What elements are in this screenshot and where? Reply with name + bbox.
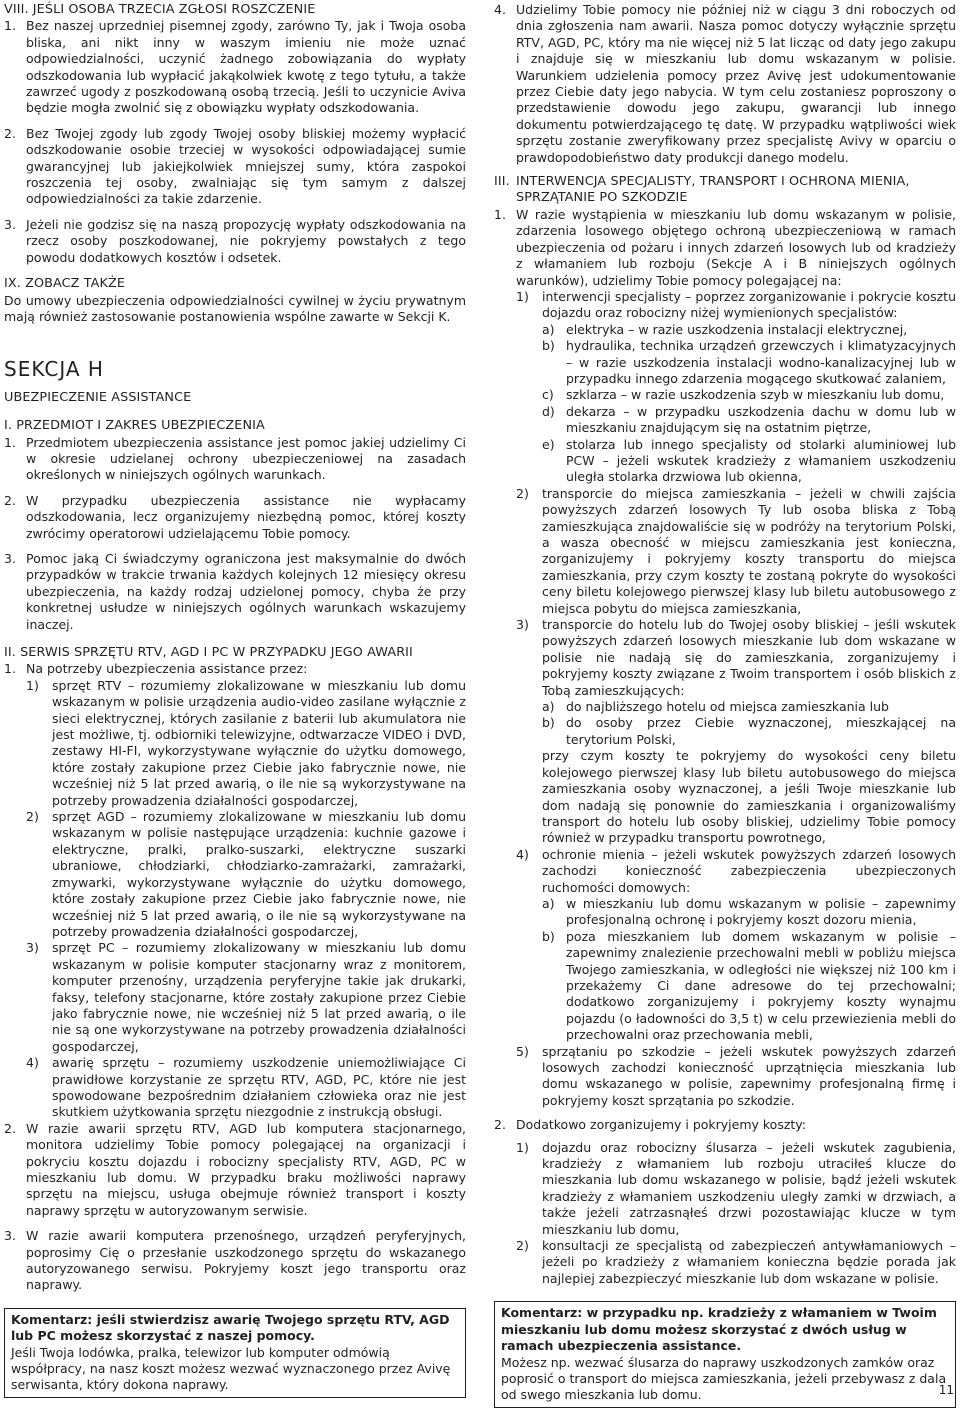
item-text: sprzęt AGD – rozumiemy zlokalizowane w mieszkaniu lub domu wskazanym w polisie następujące urządzenia: kuchnie gazowe i elektryczne, pralki, pralko-suszarki, elektryczne suszarki ubraniowe, chłodziarki, chłodziarko-zamrażarki, zamrażarki, zmywarki, wykorzystywane wyłącznie do użytku domowego, które zostały zakupione przez Ciebie jako fabrycznie nowe, nie wcześniej niż 5 lat przed awarią, o ile nie są wykorzystywane na potrzeby prowadzenia działalności gospodarczej, (52, 809, 466, 939)
paragraph-iii-1 (494, 207, 956, 289)
item-number: 2. (4, 1120, 16, 1136)
item-text: elektryka – w razie uszkodzenia instalacji elektrycznej, (566, 321, 908, 337)
item-number: 5) (516, 1043, 529, 1059)
item-text: W razie wystąpienia w mieszkaniu lub domu wskazanym w polisie, zdarzenia losowego objętego ochroną ubezpieczeniową w ramach ubezpieczenia od pożaru i innych zdarzeń losowych lub od kradzieży z włamaniem lub rozboju (Sekcje A i B niniejszych ogólnych warunków), udzielimy Tobie pomocy polegającej na: (516, 206, 956, 288)
item-text: w mieszkaniu lub domu wskazanym w polisie – zapewnimy profesjonalną ochronę i pokryjemy koszt dozoru mienia, (566, 895, 956, 928)
section-ii-heading: II. SERWIS SPRZĘTU RTV, AGD I PC W PRZYPADKU JEGO AWARII (4, 645, 413, 660)
item-number: 1. (4, 18, 16, 34)
specialist-c (542, 387, 956, 403)
paragraph-i-3 (4, 551, 466, 633)
transport-hotel-b (542, 715, 956, 748)
comment-box (494, 1301, 956, 1407)
item-text: Na potrzeby ubezpieczenia assistance przez: (26, 661, 308, 677)
item-number: 1) (516, 288, 529, 304)
item-text: poza mieszkaniem lub domem wskazanym w polisie – zapewnimy znalezienie przechowalni mebli w pobliżu miejsca Twojego zamieszkania, w odległości nie większej niż 100 km i przekażemy Ci dane adresowe do tej przechowalni; dodatkowo zorganizujemy i pokryjemy koszty wynajmu pojazdu (o ładowności do 3,5 t) w celu przewiezienia mebli do przechowalni oraz przechowania mebli, (566, 928, 956, 1043)
heading-text: INTERWENCJA SPECJALISTY, TRANSPORT I OCHRONA MIENIA, SPRZĄTANIE PO SZKODZIE (516, 174, 910, 206)
item-letter: a) (542, 699, 555, 715)
section-ix-heading: IX. ZOBACZ TAKŻE (4, 276, 126, 292)
specialist-b (542, 338, 956, 387)
item-text: stolarza lub innego specjalisty od stolarki aluminiowej lub PCW – jeżeli wskutek kradzieży z włamaniem uszkodzeniu uległa stolarka drzwiowa lub okienna, (566, 436, 956, 485)
item-number: 1) (516, 1139, 529, 1155)
definition-agd (26, 809, 466, 940)
definition-pc (26, 940, 466, 1055)
transport-hotel-continuation: przy czym koszty te pokryjemy do wysokości ceny biletu kolejowego pierwszej klasy lub biletu autobusowego do miejsca zamieszkania osoby wyznaczonej, a jeśli Twoje mieszkanie lub dom nadają się ponownie do zamieszkania i organizowaliśmy transport do hotelu lub osoby bliskiej, udzielimy Tobie pomocy również w przypadku transportu powrotnego, (542, 748, 956, 846)
item-number: 1. (4, 434, 16, 450)
item-letter: b) (542, 338, 555, 354)
service-transport-hotel (516, 617, 956, 699)
item-number: 4. (494, 2, 506, 17)
specialist-e (542, 437, 956, 486)
item-letter: d) (542, 403, 555, 419)
item-text: Udzielimy Tobie pomocy nie później niż w ciągu 3 dni roboczych od dnia zgłoszenia nam awarii. Nasza pomoc dotyczy wyłącznie sprzętu RTV, AGD, PC, który ma nie więcej niż 5 lat licząc od daty jego zakupu i znajduje się w mieszkaniu lub domu wskazanym w polisie. Warunkiem udzielenia pomocy przez Avivę jest udokumentowanie przez Ciebie daty jego nabycia. W tym celu zostaniesz poproszony o przedstawienie dowodu jego zakupu, gwarancji lub innego dokumentu potwierdzającego tę datę. W przypadku wątpliwości wiek sprzętu zostanie zweryfikowany przez specjalistę Avivy w oparciu o prawdopodobieństwo daty produkcji danego modelu. (516, 2, 956, 165)
item-letter: a) (542, 321, 555, 337)
item-letter: b) (542, 715, 555, 731)
left-column (4, 0, 466, 1398)
section-iii-heading (494, 174, 956, 207)
item-letter: a) (542, 895, 555, 911)
service-security-consultation (516, 1238, 956, 1287)
specialist-a (542, 322, 956, 338)
item-text: sprzęt RTV – rozumiemy zlokalizowane w mieszkaniu lub domu wskazanym w polisie urządzenia audio-video zasilane wyłącznie z sieci elektrycznej, których zasilanie z baterii lub akumulatora nie jest możliwe, tj. odbiorniki telewizyjne, odtwarzacze VIDEO i DVD, zestawy HI-FI, wykorzystywane wyłącznie do użytku domowego, które zostały zakupione przez Ciebie jako fabrycznie nowe, nie wcześniej niż 5 lat przed awarią, o ile nie są wykorzystywane na potrzeby prowadzenia działalności gospodarczej, (52, 677, 466, 808)
item-text: W przypadku ubezpieczenia assistance nie wypłacamy odszkodowania, lecz organizujemy niezbędną pomoc, której koszty zwrócimy operatorowi udzielającemu Tobie pomocy. (26, 492, 466, 541)
protection-b (542, 929, 956, 1044)
item-number: 3) (26, 940, 39, 956)
section-title: SEKCJA H (4, 357, 104, 382)
item-text: szklarza – w razie uszkodzenia szyb w mieszkaniu lub domu, (566, 387, 945, 403)
section-subtitle: UBEZPIECZENIE ASSISTANCE (4, 389, 192, 405)
item-text: sprzęt PC – rozumiemy zlokalizowany w mieszkaniu lub domu wskazanym w polisie komputer stacjonarny wraz z monitorem, komputer przenośny, urządzenia peryferyjne takie jak drukarki, faksy, telefony stacjonarne, które zostały zakupione przez Ciebie jako fabrycznie nowe, nie wcześniej niż 5 lat przed awarią, o ile nie są one wykorzystywane na potrzeby prowadzenia działalności gospodarczej, (52, 940, 466, 1054)
item-number: 3. (4, 550, 16, 566)
item-number: 3. (4, 1228, 16, 1244)
item-letter: c) (542, 387, 554, 403)
section-viii-heading: VIII. JEŚLI OSOBA TRZECIA ZGŁOSI ROSZCZENIE (4, 2, 316, 17)
service-property-protection (516, 847, 956, 896)
item-number: 2. (494, 1117, 506, 1133)
comment-title: Komentarz: jeśli stwierdzisz awarię Twojego sprzętu RTV, AGD lub PC możesz skorzystać z naszej pomocy. (11, 1311, 450, 1344)
paragraph-viii-2 (4, 126, 466, 208)
item-number: 2. (4, 492, 16, 508)
right-column (494, 0, 956, 1408)
item-number: 4) (26, 1055, 39, 1071)
item-number: 3. (4, 216, 16, 232)
comment-text: Możesz np. wezwać ślusarza do naprawy uszkodzonych zamków oraz poprosić o transport do miejsca zamieszkania, jeżeli przebywasz z dala od swego mieszkania lub domu. (501, 1354, 947, 1403)
comment-title: Komentarz: w przypadku np. kradzieży z włamaniem w Twoim mieszkaniu lub domu możesz skorzystać z dwóch usług w ramach ubezpieczenia assistance. (501, 1305, 937, 1354)
item-text: W razie awarii sprzętu RTV, AGD lub komputera stacjonarnego, monitora udzielimy Tobie pomocy polegającej na organizacji i pokryciu kosztu dojazdu i robocizny specjalisty RTV, AGD, PC w mieszkaniu lub domu. W przypadku braku możliwości naprawy sprzętu na miejscu, usługa obejmuje również transport i koszty naprawy sprzętu w autoryzowanym serwisie. (26, 1120, 466, 1218)
paragraph-viii-3 (4, 217, 466, 266)
comment-text: Jeśli Twoja lodówka, pralka, telewizor lub komputer odmówią współpracy, na nasz koszt możesz wezwać wyznaczonego przez Avivę serwisanta, który dokona naprawy. (11, 1344, 451, 1393)
paragraph-iii-2 (494, 1117, 956, 1133)
service-transport-home (516, 486, 956, 617)
item-number: 1. (494, 206, 506, 222)
comment-box (4, 1308, 466, 1398)
paragraph-ii-2 (4, 1121, 466, 1219)
service-specialist (516, 289, 956, 322)
item-text: Pomoc jaką Ci świadczymy ograniczona jest maksymalnie do dwóch przypadków w trakcie trwania każdych kolejnych 12 miesięcy okresu ubezpieczenia, na każdy rodzaj udzielonej pomocy, chyba że przy konkretnej usłudze w niniejszych ogólnych warunkach wskazujemy inaczej. (26, 550, 466, 632)
paragraph-i-2 (4, 493, 466, 542)
service-cleaning (516, 1044, 956, 1110)
definition-failure (26, 1055, 466, 1121)
item-number: 2) (516, 485, 529, 501)
item-text: Przedmiotem ubezpieczenia assistance jest pomoc jakiej udzielimy Ci w okresie udzielanej ochrony ubezpieczeniowej na zasadach określonych w niniejszych ogólnych warunkach. (26, 434, 466, 483)
item-number: 2) (26, 809, 39, 825)
item-text: do osoby przez Ciebie wyznaczonej, mieszkającej na terytorium Polski, (566, 715, 956, 747)
item-text: Bez naszej uprzedniej pisemnej zgody, zarówno Ty, jak i Twoja osoba bliska, ani nikt inny w waszym imieniu nie może uznać odpowiedzialności, uczynić żadnego zobowiązania do wypłaty odszkodowania lub wypłacić jakąkolwiek kwotę z tego tytułu, a także zawrzeć ugody z poszkodowaną osobą trzecią. Jeśli to uczynicie Aviva będzie mogła zwolnić się z obowiązku wypłaty odszkodowania. (26, 18, 466, 116)
item-number: 1. (4, 661, 16, 677)
paragraph-viii-1 (4, 18, 466, 116)
item-number: 4) (516, 846, 529, 862)
item-text: Jeżeli nie godzisz się na naszą propozycję wypłaty odszkodowania na rzecz osoby poszkodowanej, nie pokryjemy powstałych z tego powodu dodatkowych kosztów i odsetek. (26, 216, 466, 265)
item-text: transporcie do hotelu lub do Twojej osoby bliskiej – jeśli wskutek powyższych zdarzeń losowych mieszkanie lub dom wskazane w polisie nie nadają się do zamieszkania, zorganizujemy i pokryjemy koszty związane z Twoim transportem i osób bliskich z Tobą zamieszkujących: (542, 617, 956, 698)
paragraph-i-1 (4, 435, 466, 484)
item-text: awarię sprzętu – rozumiemy uszkodzenie uniemożliwiające Ci prawidłowe korzystanie ze sprzętu RTV, AGD, PC, które nie jest spowodowane bezpośrednim działaniem człowieka oraz nie jest skutkiem użytkowania sprzętu niezgodnie z instrukcją obsługi. (52, 1055, 466, 1120)
item-text: Bez Twojej zgody lub zgody Twojej osoby bliskiej możemy wypłacić odszkodowanie osobie trzeciej w wysokości odpowiadającej sumie gwarancyjnej lub jakiejkolwiek mniejszej sumy, która zaspokoi roszczenia tej osoby, zwalniając się tym samym z dalszej odpowiedzialności za takie zdarzenie. (26, 125, 466, 207)
protection-a (542, 896, 956, 929)
paragraph-ii-1 (4, 661, 466, 677)
item-letter: b) (542, 928, 555, 944)
item-text: dekarza – w przypadku uszkodzenia dachu w domu lub w mieszkaniu znajdującym się na ostatnim piętrze, (566, 403, 956, 436)
item-number: 1) (26, 677, 39, 693)
item-text: hydraulika, technika urządzeń grzewczych i klimatyzacyjnych – w razie uszkodzenia instalacji wodno-kanalizacyjnej lub w przypadku innego zdarzenia mogącego skutkować zalaniem, (566, 338, 956, 386)
transport-hotel-a (542, 699, 956, 715)
item-text: ochronie mienia – jeżeli wskutek powyższych zdarzeń losowych zachodzi konieczność zabezpieczenia ubezpieczonych ruchomości domowych: (542, 846, 956, 895)
section-ix-text: Do umowy ubezpieczenia odpowiedzialności cywilnej w życiu prywatnym mają również zastosowanie postanowienia wspólne zawarte w Sekcji K. (4, 292, 466, 324)
item-text: W razie awarii komputera przenośnego, urządzeń peryferyjnych, poprosimy Cię o przesłanie uszkodzonego sprzętu do wskazanego autoryzowanego serwisu. Pokryjemy koszt jego transportu oraz naprawy. (26, 1228, 466, 1293)
item-text: Dodatkowo zorganizujemy i pokryjemy koszty: (516, 1117, 806, 1133)
item-number: 2) (516, 1238, 529, 1254)
paragraph-ii-4 (494, 2, 956, 166)
heading-number: III. (494, 174, 510, 190)
service-locksmith (516, 1140, 956, 1238)
page-number: 11 (938, 1383, 954, 1397)
item-text: sprzątaniu po szkodzie – jeżeli wskutek powyższych zdarzeń losowych zachodzi konieczność uprzątnięcia mieszkania lub domu wskazanego w polisie, zapewnimy profesjonalną firmę i pokryjemy koszt sprzątania po szkodzie. (542, 1043, 956, 1108)
item-number: 2. (4, 125, 16, 141)
item-letter: e) (542, 436, 555, 452)
item-text: do najbliższego hotelu od miejsca zamieszkania lub (566, 699, 889, 715)
specialist-d (542, 404, 956, 437)
item-text: dojazdu oraz robocizny ślusarza – jeżeli wskutek zagubienia, kradzieży z włamaniem lub rozboju utraciłeś klucze do mieszkania lub domu wskazanego w polisie, bądź jeżeli wskutek kradzieży z włamaniem uszkodzeniu uległy zamki w drzwiach, a także jeżeli zatrzasnąłeś drzwi pozostawiając klucze w tym mieszkaniu lub domu, (542, 1139, 956, 1237)
item-number: 3) (516, 617, 529, 633)
item-text: interwencji specjalisty – poprzez zorganizowanie i pokrycie kosztu dojazdu oraz robocizny niżej wymienionych specjalistów: (542, 288, 956, 321)
item-text: konsultacji ze specjalistą od zabezpieczeń antywłamaniowych – jeżeli po kradzieży z włamaniem konieczna będzie porada jak najlepiej zabezpieczyć mieszkanie lub dom wskazane w polisie. (542, 1238, 956, 1286)
section-i-heading: I. PRZEDMIOT I ZAKRES UBEZPIECZENIA (4, 418, 265, 434)
definition-rtv (26, 678, 466, 809)
paragraph-ii-3 (4, 1228, 466, 1294)
item-text: transporcie do miejsca zamieszkania – jeżeli w chwili zajścia powyższych zdarzeń losowych Ty lub osoba bliska z Tobą zamieszkująca znajdowaliście się w podróży na terytorium Polski, a wasza obecność w miejscu zamieszkania jest konieczna, zorganizujemy i pokryjemy koszty transportu do miejsca zamieszkania, przy czym koszty te zostaną pokryte do wysokości ceny biletu kolejowego pierwszej klasy lub biletu autobusowego z miejsca pobytu do miejsca zamieszkania, (542, 485, 956, 616)
